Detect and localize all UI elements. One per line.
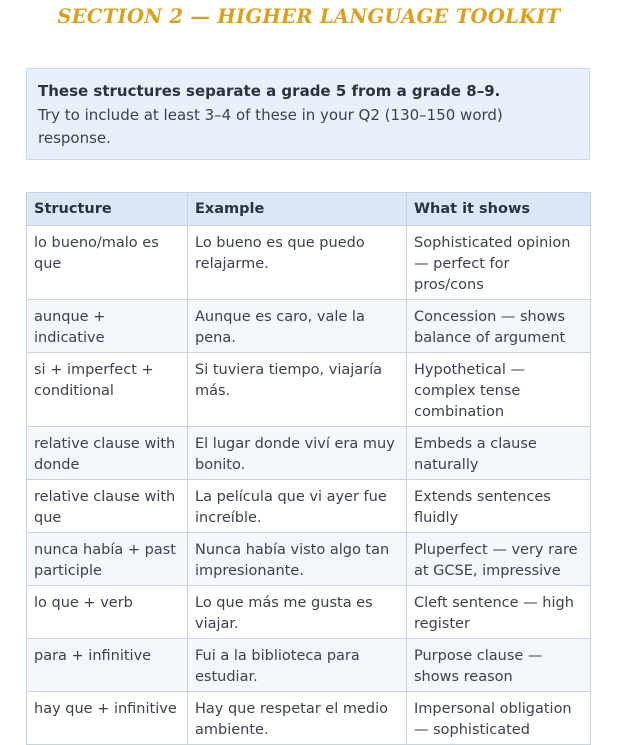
structure-cell: aunque + indicative (27, 300, 188, 353)
table-row (27, 427, 591, 480)
structure-cell: para + infinitive (27, 639, 188, 692)
callout-box (26, 68, 590, 160)
example-cell: Nunca había visto algo tan impresionante. (188, 533, 407, 586)
structure-cell: nunca había + past participle (27, 533, 188, 586)
header-structure: Structure (27, 193, 188, 226)
what-it-shows-cell: Concession — shows balance of argument (407, 300, 591, 353)
structure-cell: relative clause with que (27, 480, 188, 533)
what-it-shows-cell: Impersonal obligation — sophisticated (407, 692, 591, 745)
what-it-shows-cell: Purpose clause — shows reason (407, 639, 591, 692)
what-it-shows-cell: Embeds a clause naturally (407, 427, 591, 480)
example-cell: Hay que respetar el medio ambiente. (188, 692, 407, 745)
structure-cell: si + imperfect + conditional (27, 353, 188, 427)
structure-cell: lo que + verb (27, 586, 188, 639)
what-it-shows-cell: Sophisticated opinion — perfect for pros/cons (407, 226, 591, 300)
toolkit-table (26, 192, 591, 745)
structure-cell: lo bueno/malo es que (27, 226, 188, 300)
structure-cell: relative clause with donde (27, 427, 188, 480)
table-row (27, 692, 591, 745)
structure-cell: hay que + infinitive (27, 692, 188, 745)
table-row (27, 226, 591, 300)
example-cell: Si tuviera tiempo, viajaría más. (188, 353, 407, 427)
what-it-shows-cell: Cleft sentence — high register (407, 586, 591, 639)
table-row (27, 586, 591, 639)
table-row (27, 480, 591, 533)
example-cell: Lo que más me gusta es viajar. (188, 586, 407, 639)
callout-heading: These structures separate a grade 5 from a grade 8–9. (38, 82, 501, 100)
example-cell: La película que vi ayer fue increíble. (188, 480, 407, 533)
callout-body: Try to include at least 3–4 of these in your Q2 (130–150 word) response. (38, 106, 503, 147)
table-row (27, 300, 591, 353)
table-row (27, 533, 591, 586)
table-row (27, 353, 591, 427)
what-it-shows-cell: Hypothetical — complex tense combination (407, 353, 591, 427)
section-title: SECTION 2 — HIGHER LANGUAGE TOOLKIT (57, 5, 561, 28)
what-it-shows-cell: Pluperfect — very rare at GCSE, impressive (407, 533, 591, 586)
what-it-shows-cell: Extends sentences fluidly (407, 480, 591, 533)
example-cell: Aunque es caro, vale la pena. (188, 300, 407, 353)
table-row (27, 639, 591, 692)
example-cell: Lo bueno es que puedo relajarme. (188, 226, 407, 300)
header-what-it-shows: What it shows (407, 193, 591, 226)
table-header-row (27, 193, 591, 226)
example-cell: El lugar donde viví era muy bonito. (188, 427, 407, 480)
header-example: Example (188, 193, 407, 226)
example-cell: Fui a la biblioteca para estudiar. (188, 639, 407, 692)
